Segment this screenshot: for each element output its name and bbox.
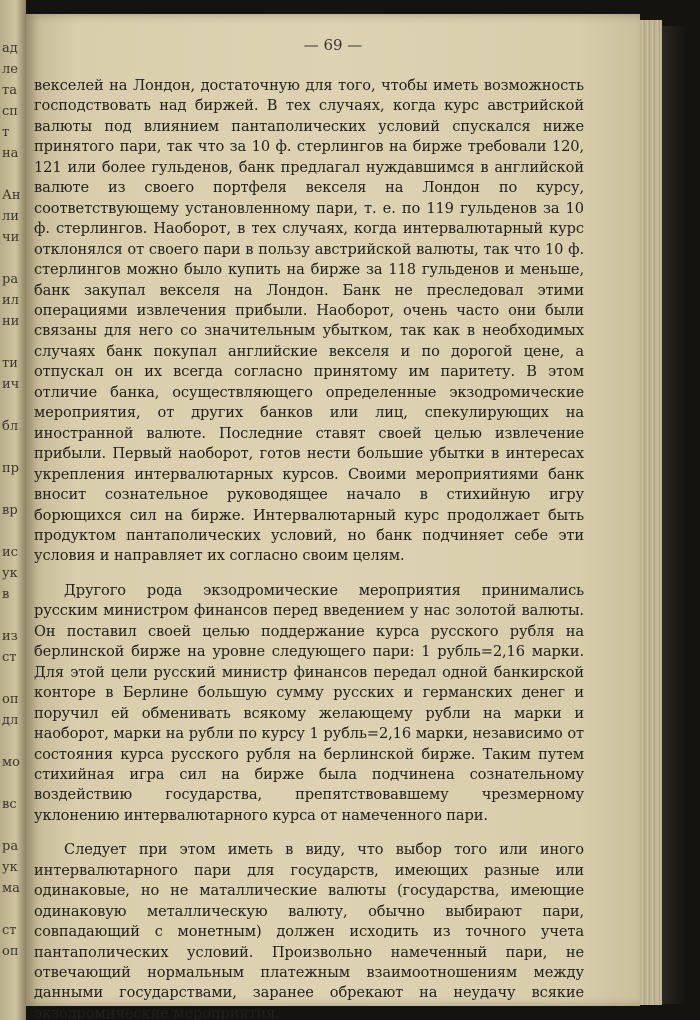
left-page-fragment: ра [2,839,19,854]
left-page-fragment: Ан [2,188,21,203]
left-page-fragment: ли [2,209,19,224]
left-page-fragment: ма [2,881,20,896]
left-page-fragment: из [2,629,18,644]
left-page-fragment: ил [2,293,19,308]
left-page-fragment: пр [2,461,19,476]
left-page-fragment: оп [2,944,19,959]
book-page [26,14,640,1020]
left-page-fragment: та [2,83,17,98]
left-page-fragment: чи [2,230,20,245]
left-page-fragment: т [2,125,10,140]
left-page-fragment: ст [2,650,17,665]
left-page-fragment: дл [2,713,19,728]
left-page-fragment: ук [2,566,18,581]
left-page-fragment: ле [2,62,18,77]
left-page-edge [0,0,26,1020]
left-page-fragment: ст [2,923,17,938]
left-page-fragment: вр [2,503,18,518]
paragraph-text: Другого рода экзодромические мероприятия принимались русским министром финансов перед введением у нас золотой валюты. Он поставил своей целью поддержание курса русского рубля на берлинской бирже на уровне следующего пари: 1 рубль=2,16 марки. Для этой цели русский министр финансов передал одной банкирской конторе в Берлине большую сумму русских и германских денег и поручил ей обменивать всякому желающему рубли на марки и наоборот, марки на рубли по курсу 1 рубль=2,16 марки, независимо от состояния курса русского рубля на берлинской бирже. Таким путем стихийная игра сил на бирже была подчинена сознательному воздействию государства, препятствовавшему чрезмерному уклонению интервалютарного курса от намеченного пари. [34,581,584,824]
left-page-fragment: ни [2,314,20,329]
left-page-fragment: ук [2,860,18,875]
left-page-fragment: ич [2,377,20,392]
paragraph-text: Следует при этом иметь в виду, что выбор того или иного интервалютарного пари для государств, имеющих разные или одинаковые, но не маталлические валюты (государства, имеющие одинаковую металлическую валюту, обычно выбирают пари, совпадающий с монетным) должен исходить из точного учета пантаполических условий. Произвольно намеченный пари, не отвечающий нормальным платежным взаимоотношениям между данными государствами, заранее обрекают на неудачу всякие экзодромические мероприятия. [34,841,584,1020]
left-page-fragment: сп [2,104,18,119]
left-page-fragment: мо [2,755,20,770]
left-page-fragment: ра [2,272,19,287]
left-page-fragment: ти [2,356,18,371]
paragraph-3 [34,840,584,1020]
book-cover-edge [662,26,688,1004]
paragraph-text: векселей на Лондон, достаточную для того, чтобы иметь возможность господствовать над биржей. В тех случаях, когда курс австрийской валюты под влиянием пантаполических условий спускался ниже принятого пари, так что за 10 ф. стерлингов на бирже требовали 120, 121 или более гульденов, банк предлагал нуждавшимся в английской валюте из своего портфеля векселя на Лондон по курсу, соответствующему установленному пари, т. е. по 119 гульденов за 10 ф. стерлингов. Наоборот, в тех случаях, когда интервалютарный курс отклонялся от своего пари в пользу австрийской валюты, так что 10 ф. стерлингов можно было купить на бирже за 118 гульденов и меньше, банк закупал векселя на Лондон. Банк не преследовал этими операциями извлечения прибыли. Наоборот, очень часто они были связаны для него со значительным убытком, так как в необходимых случаях банк покупал английские векселя и по дорогой цене, а отпускал он их всегда согласно принятому им паритету. В этом отличие банка, осуществляющего определенные экзодромические мероприятия, от других банков или лиц, спекулирующих на иностранной валюте. Последние ставят своей целью извлечение прибыли. Первый наоборот, готов нести большие убытки в интересах укрепления интервалютарных курсов. Своими мероприятиями банк вносит сознательное руководящее начало в стихийную игру борющихся сил на бирже. Интервалютарный курс продолжает быть продуктом пантаполических условий, но банк подчиняет себе эти условия и направляет их согласно своим целям. [34,77,584,565]
paragraph-2 [34,581,584,826]
left-page-fragment: ис [2,545,18,560]
left-page-fragment: оп [2,692,19,707]
left-page-fragment: на [2,146,19,161]
left-page-fragment: бл [2,419,19,434]
page-body-text [34,76,584,1020]
left-page-fragment: ад [2,41,18,56]
page-number: — 69 — [303,36,363,54]
left-page-fragment: в [2,587,10,602]
left-page-fragment: вс [2,797,17,812]
paragraph-1 [34,76,584,567]
